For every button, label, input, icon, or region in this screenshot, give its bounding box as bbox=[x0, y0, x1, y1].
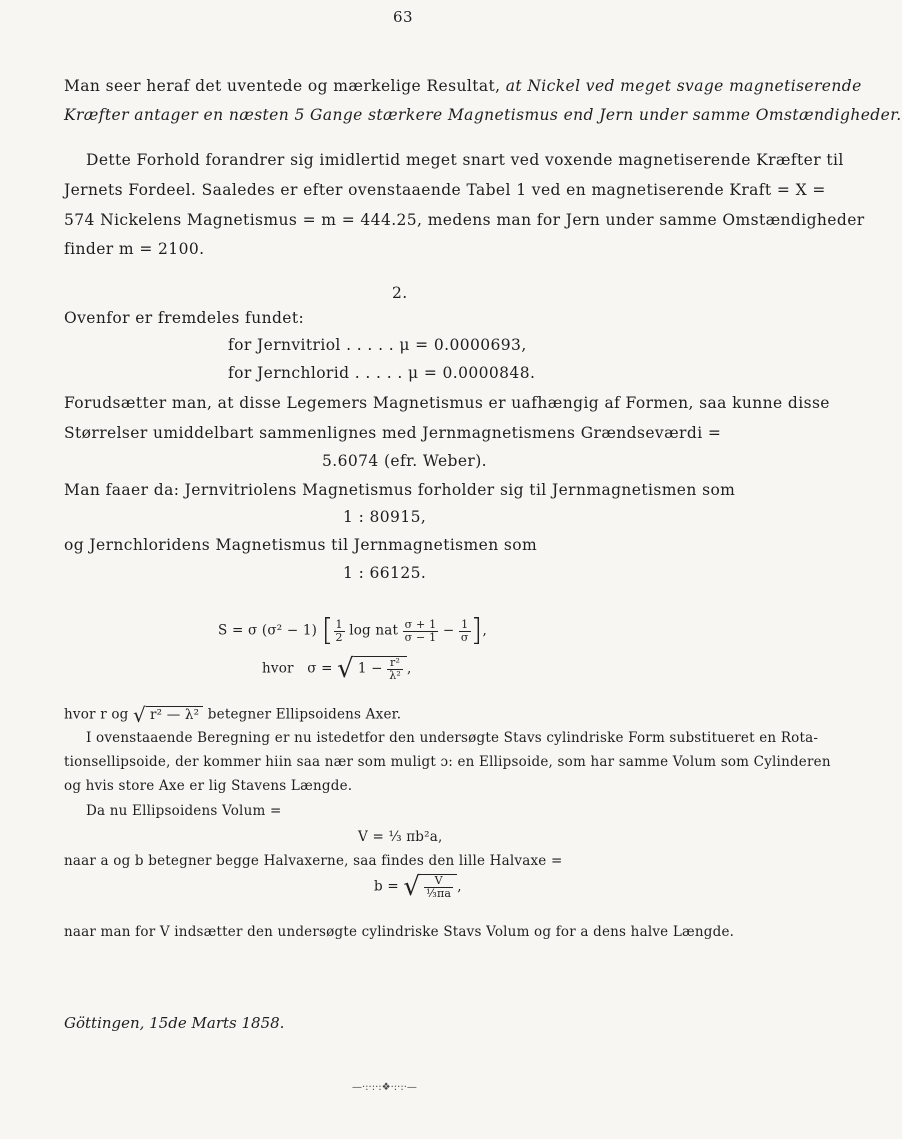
ornament: —·:·:·:❖·:·:·— bbox=[352, 1082, 417, 1093]
small-line7: naar man for V indsætter den undersøgte cylindriske Stavs Volum og for a dens halve Længde. bbox=[64, 924, 735, 940]
section2-p5: 1 : 80915, bbox=[343, 508, 427, 526]
section2-p4: Man faaer da: Jernvitriolens Magnetismus forholder sig til Jernmagnetismen som bbox=[64, 481, 736, 499]
section2-p2: Størrelser umiddelbart sammenlignes med Jernmagnetismens Grændseværdi = bbox=[64, 424, 722, 442]
para2-line4: finder m = 2100. bbox=[64, 240, 205, 258]
formula-sigma: hvor σ = √ 1 − $\frac{\text{r²}}{\text{λ²}}$ , bbox=[262, 654, 412, 685]
volume-formula: V = ⅓ πb²a, bbox=[358, 829, 443, 845]
small-line3: tionsellipsoide, der kommer hiin saa nær som muligt ɔ: en Ellipsoide, som har samme Volum som Cylinderen bbox=[64, 754, 831, 770]
para2-line3: 574 Nickelens Magnetismus = m = 444.25, medens man for Jern under samme Omstændigheder bbox=[64, 211, 865, 229]
para1-line1: Man seer heraf det uventede og mærkelige Resultat, at Nickel ved meget svage magnetiserende bbox=[64, 77, 862, 95]
section2-p3: 5.6074 (efr. Weber). bbox=[322, 452, 487, 470]
page-number: 63 bbox=[393, 8, 413, 26]
small-line4: og hvis store Axe er lig Stavens Længde. bbox=[64, 778, 353, 794]
section2-row2: for Jernchlorid . . . . . μ = 0.0000848. bbox=[228, 364, 536, 382]
section-number: 2. bbox=[392, 284, 408, 302]
small-line6: naar a og b betegner begge Halvaxerne, saa findes den lille Halvaxe = bbox=[64, 853, 563, 869]
para1-line2: Kræfter antager en næsten 5 Gange stærkere Magnetismus end Jern under samme Omstændigheder. bbox=[64, 106, 902, 124]
small-line5: Da nu Ellipsoidens Volum = bbox=[86, 803, 282, 819]
section2-p6: og Jernchloridens Magnetismus til Jernmagnetismen som bbox=[64, 536, 538, 554]
section2-row1: for Jernvitriol . . . . . μ = 0.0000693, bbox=[228, 336, 527, 354]
b-formula: b = √ $\frac{V}{\text{⅓πa}}$ , bbox=[374, 872, 462, 903]
small-line1: hvor r og √ r² — λ² betegner Ellipsoidens Axer. bbox=[64, 703, 402, 727]
signature: Göttingen, 15de Marts 1858. bbox=[64, 1014, 285, 1032]
section2-p7: 1 : 66125. bbox=[343, 564, 427, 582]
section2-p1: Forudsætter man, at disse Legemers Magnetismus er uafhængig af Formen, saa kunne disse bbox=[64, 394, 830, 412]
section2-intro: Ovenfor er fremdeles fundet: bbox=[64, 309, 305, 327]
formula-s: S = σ (σ² − 1) [ $\frac{1}{2}$ log nat $\frac{\sigma + 1}{\sigma - 1}$ − $\frac{1}{\sigma}$ ], bbox=[218, 613, 488, 648]
small-line2: I ovenstaaende Beregning er nu istedetfor den undersøgte Stavs cylindriske Form substitueret en Rota- bbox=[86, 730, 819, 746]
para2-line1: Dette Forhold forandrer sig imidlertid meget snart ved voxende magnetiserende Kræfter til bbox=[86, 151, 844, 169]
para2-line2: Jernets Fordeel. Saaledes er efter ovenstaaende Tabel 1 ved en magnetiserende Kraft = X = bbox=[64, 181, 826, 199]
